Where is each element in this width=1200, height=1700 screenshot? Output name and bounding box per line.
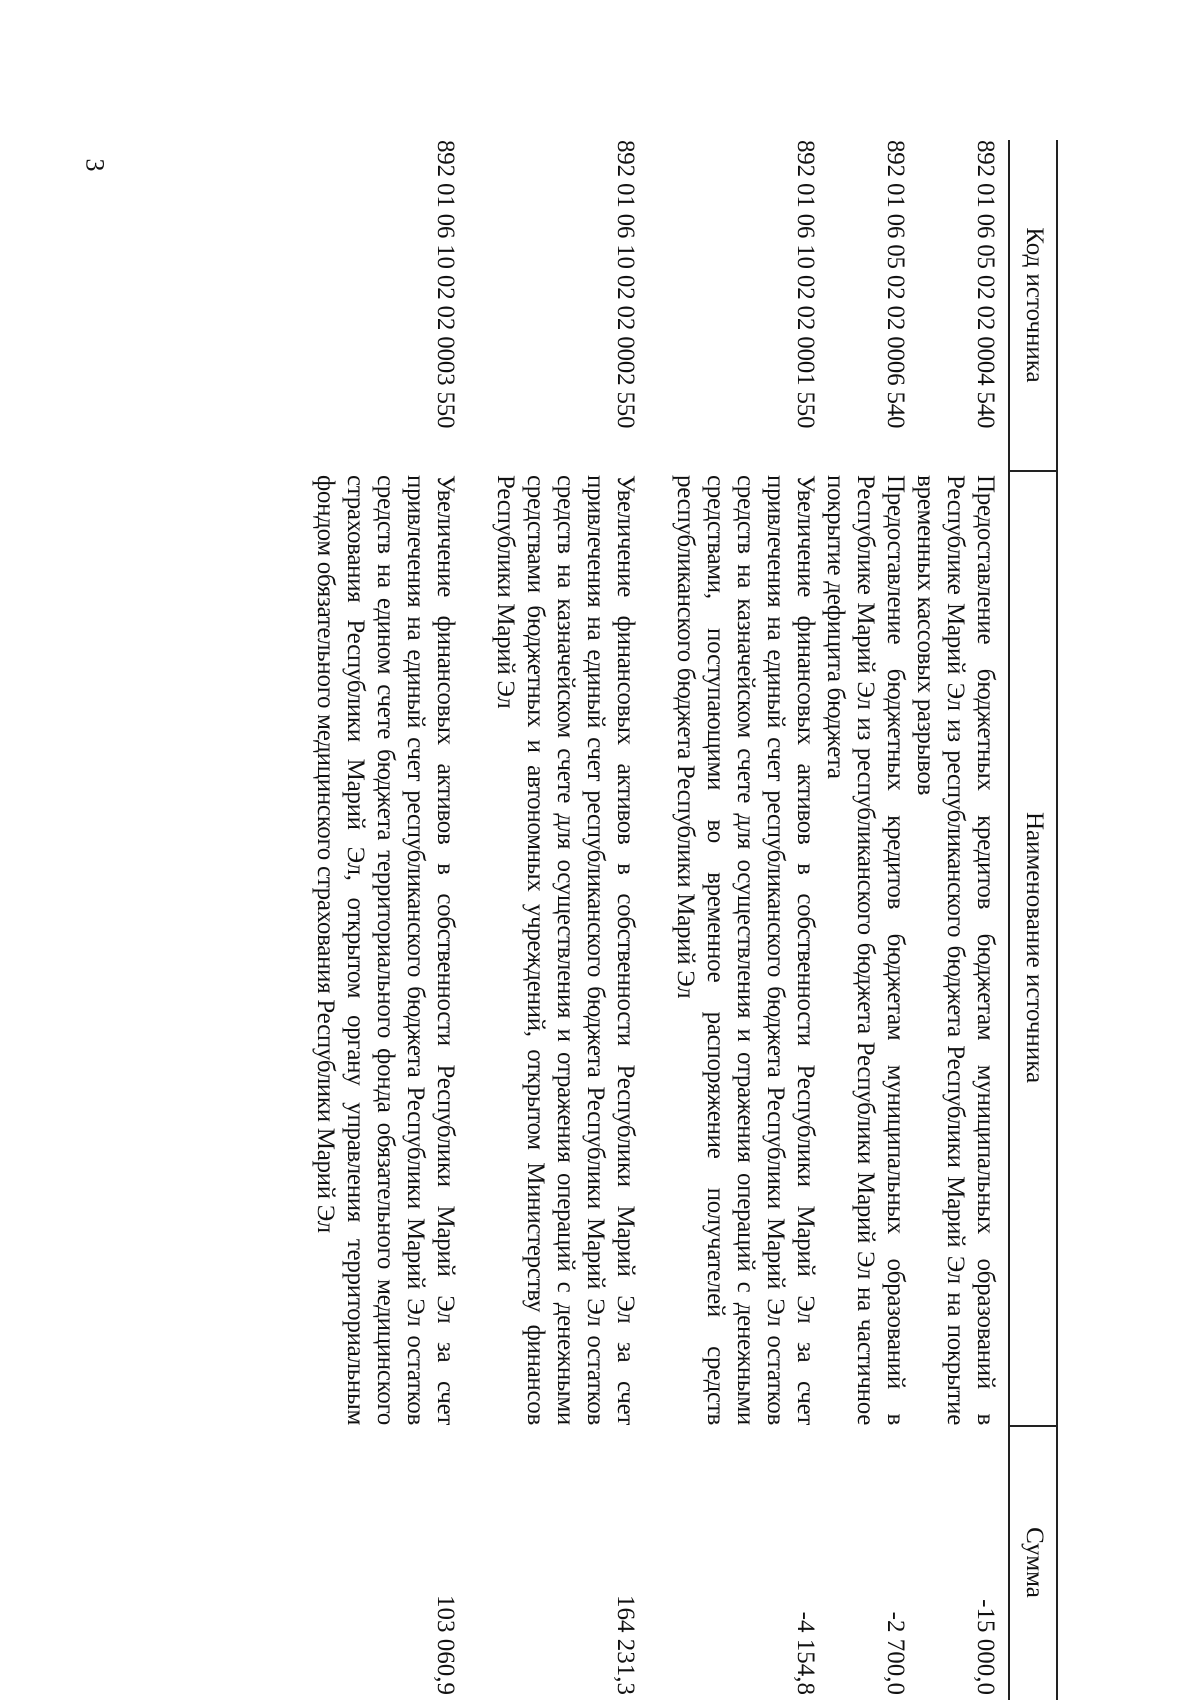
header-bottom-rule [1008,140,1010,1700]
source-name: Увеличение финансовых активов в собственности Республики Марий Эл за счет привлечения на единый счет республиканского бюджета Республики Марий Эл остатков средств на едином счете бюджета территориального фонда обязательного медицинского страхования Республики Марий Эл, открытом органу управления территориальным фондом обязательного медицинского страхования Республики Марий Эл [312,475,459,1425]
header-sum: Сумма [1021,1527,1048,1598]
source-name: Увеличение финансовых активов в собственности Республики Марий Эл за счет привлечения на единый счет республиканского бюджета Республики Марий Эл остатков средств на казначейском счете для осуществления и отражения операций с денежными средствами бюджетных и автономных учреждений, открытом Министерству финансов Республики Марий Эл [492,475,639,1425]
source-code: 892 01 06 10 02 02 0002 550 [612,140,639,429]
source-sum: 164 231,3 [612,1595,639,1695]
source-sum: -2 700,0 [882,1611,909,1695]
source-name: Предоставление бюджетных кредитов бюджетам муниципальных образований в Республике Марий Эл из республиканского бюджета Республики Марий Эл на частичное покрытие дефицита бюджета [822,475,909,1425]
page-number: 3 [80,158,110,172]
header-code: Код источника [1021,227,1048,383]
source-name: Увеличение финансовых активов в собственности Республики Марий Эл за счет привлечения на единый счет республиканского бюджета Республики Марий Эл остатков средств на казначейском счете для осуществления и отражения операций с денежными средствами, поступающими во временное распоряжение получателей средств республиканского бюджета Республики Марий Эл [672,475,819,1425]
source-sum: 103 060,9 [432,1595,459,1695]
source-code: 892 01 06 05 02 02 0006 540 [882,140,909,429]
source-code: 892 01 06 05 02 02 0004 540 [972,140,999,429]
source-name: Предоставление бюджетных кредитов бюджетам муниципальных образований в Республике Марий Эл из республиканского бюджета Республики Марий Эл на покрытие временных кассовых разрывов [912,475,999,1425]
sources-table [18,140,1058,1700]
source-code: 892 01 06 10 02 02 0003 550 [432,140,459,429]
source-sum: -15 000,0 [972,1599,999,1695]
source-code: 892 01 06 10 02 02 0001 550 [792,140,819,429]
header-name: Наименование источника [1021,811,1048,1084]
source-sum: -4 154,8 [792,1611,819,1695]
